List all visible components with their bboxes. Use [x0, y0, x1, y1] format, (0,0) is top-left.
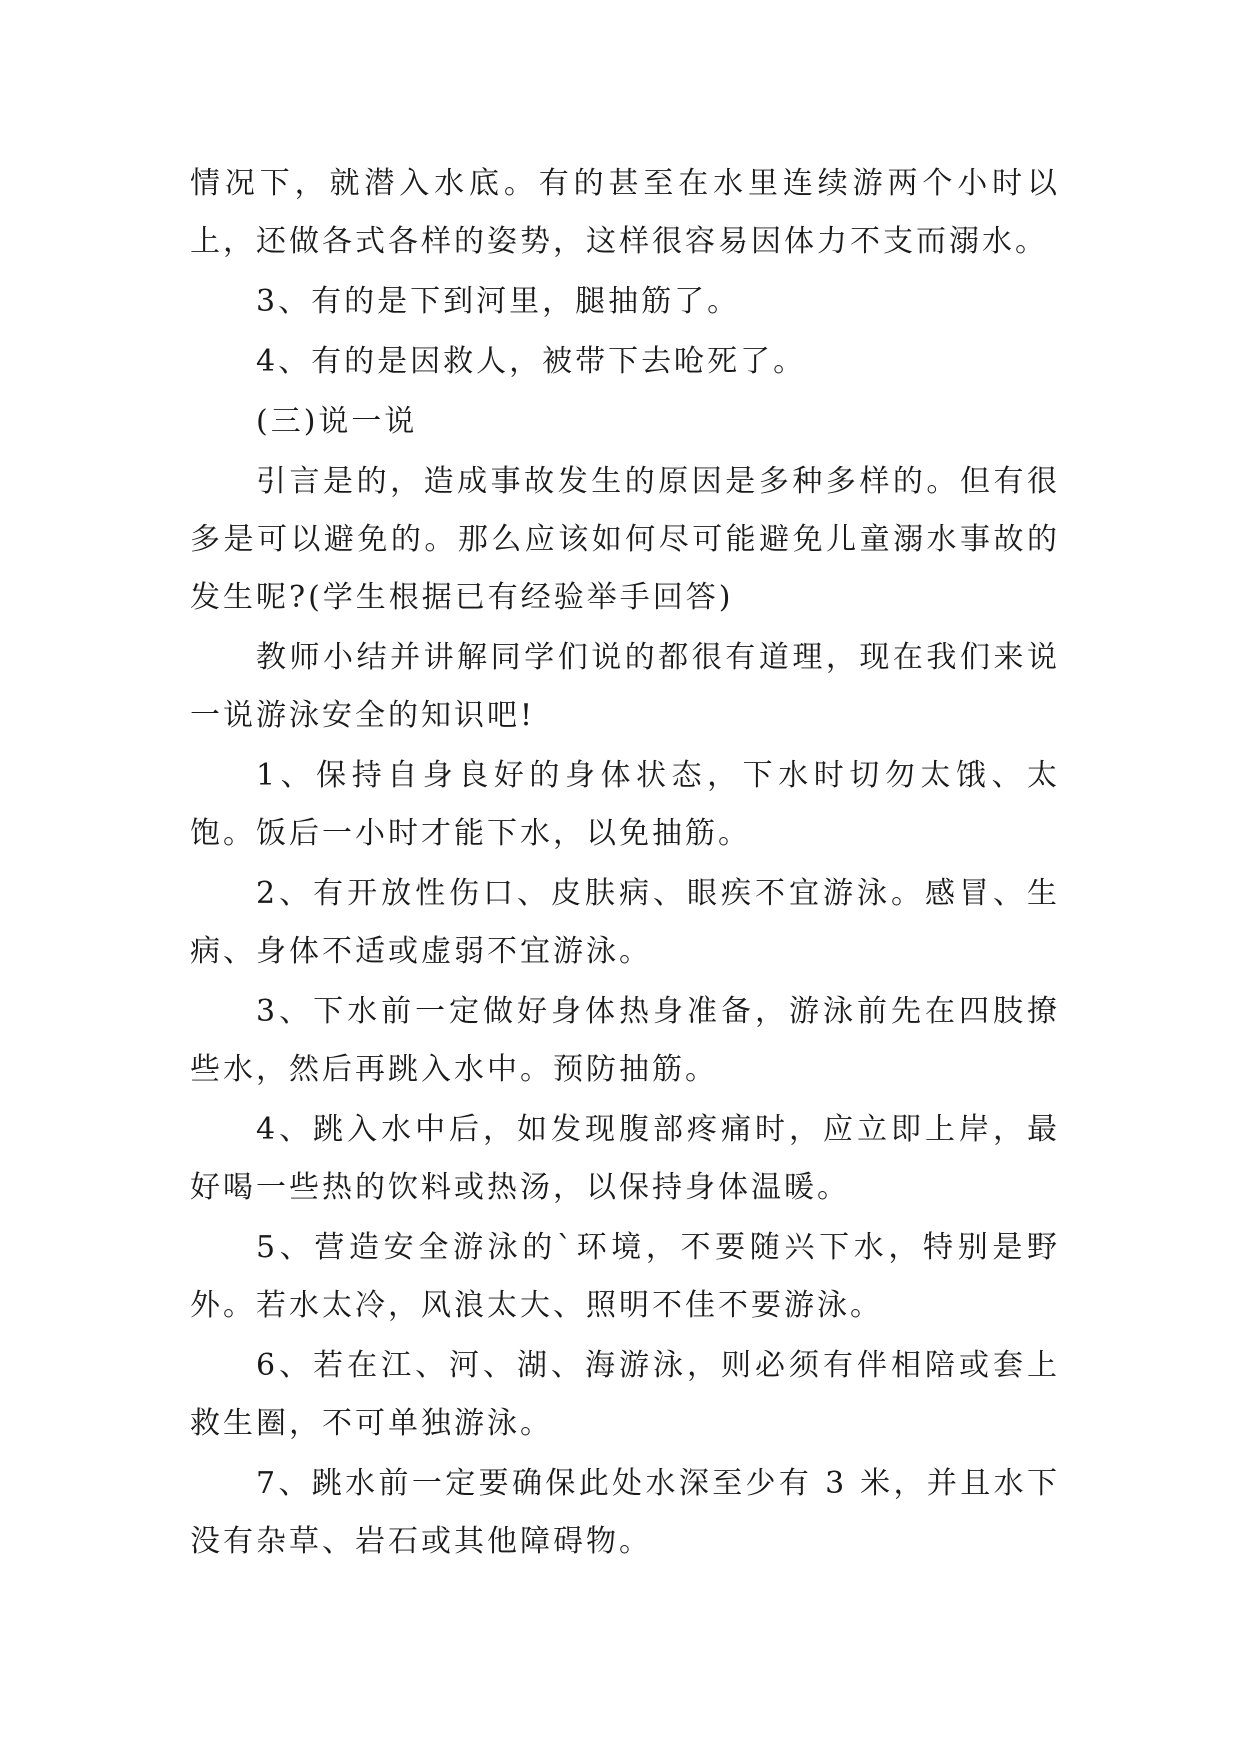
paragraph-teacher-summary: 教师小结并讲解同学们说的都很有道理，现在我们来说一说游泳安全的知识吧! — [190, 640, 1060, 733]
paragraph-tip-7: 7、跳水前一定要确保此处水深至少有 3 米，并且水下没有杂草、岩石或其他障碍物。 — [190, 1466, 1060, 1559]
paragraph-tip-5: 5、营造安全游泳的`环境，不要随兴下水，特别是野外。若水太冷，风浪太大、照明不佳不要游泳。 — [190, 1230, 1060, 1323]
paragraph-tip-3: 3、下水前一定做好身体热身准备，游泳前先在四肢撩些水，然后再跳入水中。预防抽筋。 — [190, 994, 1060, 1087]
section-heading-say: (三)说一说 — [256, 404, 418, 439]
paragraph-tip-1: 1、保持自身良好的身体状态，下水时切勿太饿、太饱。饭后一小时才能下水，以免抽筋。 — [190, 758, 1060, 851]
paragraph-tip-4: 4、跳入水中后，如发现腹部疼痛时，应立即上岸，最好喝一些热的饮料或热汤，以保持身体温暖。 — [190, 1112, 1060, 1205]
paragraph-cause-4: 4、有的是因救人，被带下去呛死了。 — [256, 344, 807, 379]
paragraph-tip-6: 6、若在江、河、湖、海游泳，则必须有伴相陪或套上救生圈，不可单独游泳。 — [190, 1348, 1060, 1441]
document-body — [190, 155, 1060, 1571]
paragraph-introduction: 引言是的，造成事故发生的原因是多种多样的。但有很多是可以避免的。那么应该如何尽可能避免儿童溺水事故的发生呢?(学生根据已有经验举手回答) — [190, 464, 1060, 615]
paragraph-tip-2: 2、有开放性伤口、皮肤病、眼疾不宜游泳。感冒、生病、身体不适或虚弱不宜游泳。 — [190, 876, 1060, 969]
paragraph-cause-3: 3、有的是下到河里，腿抽筋了。 — [256, 284, 741, 319]
paragraph-continuation: 情况下，就潜入水底。有的甚至在水里连续游两个小时以上，还做各式各样的姿势，这样很容易因体力不支而溺水。 — [190, 166, 1060, 259]
